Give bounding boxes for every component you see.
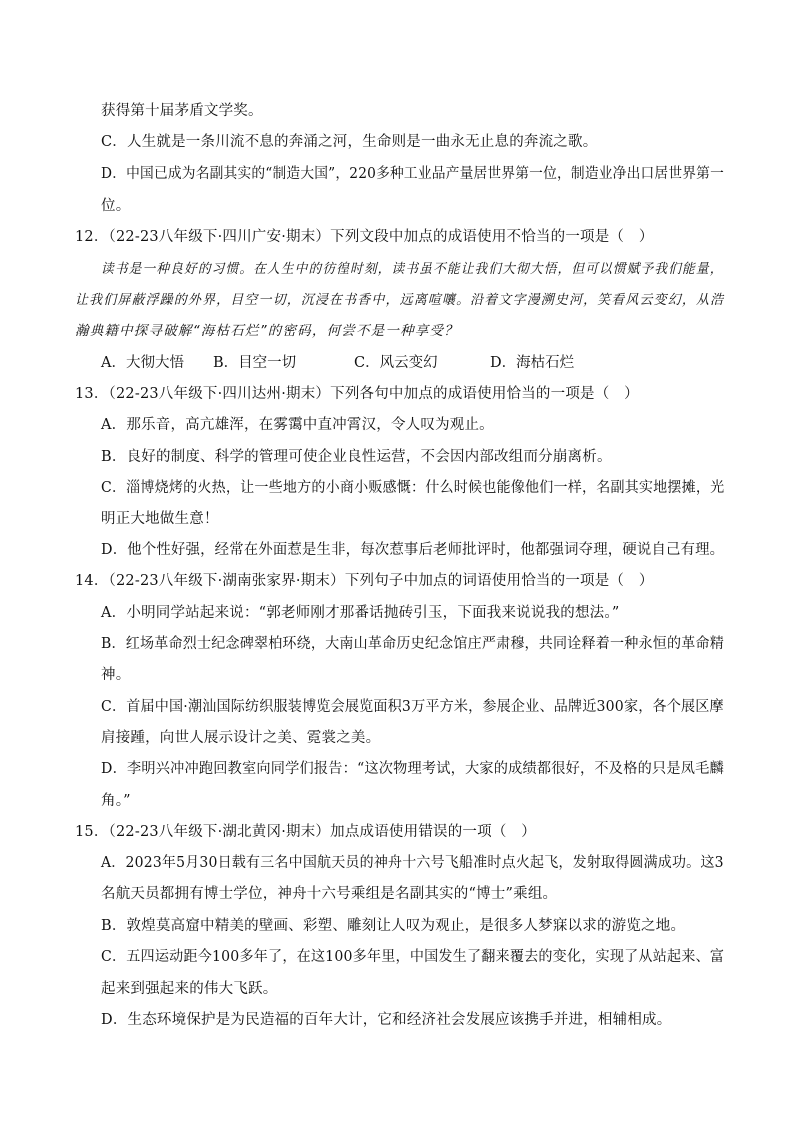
- question-12-option-a: A．大彻大悟: [101, 355, 184, 371]
- question-13-option-c-line2: 明正大地做生意！: [101, 511, 219, 527]
- question-12-passage-line2: 让我们屏蔽浮躁的外界，目空一切，沉浸在书香中，远离喧嚷。沿着文字漫溯史河，笑看风云变幻，从浩: [75, 292, 725, 308]
- question-15-stem: 15．（22-23八年级下·湖北黄冈·期末）加点成语使用错误的一项（ ）: [75, 824, 536, 840]
- question-14-option-b-line2: 神。: [101, 667, 131, 683]
- question-14-option-c-line1: C．首届中国·潮汕国际纺织服装博览会展览面积3万平方米，参展企业、品牌近300家，各个展区摩: [101, 699, 724, 715]
- question-12-stem: 12．（22-23八年级下·四川广安·期末）下列文段中加点的成语使用不恰当的一项是（ ）: [75, 229, 654, 245]
- question-12-option-b: B．目空一切: [213, 355, 297, 371]
- question-15-option-d: D．生态环境保护是为民造福的百年大计，它和经济社会发展应该携手并进，相辅相成。: [101, 1012, 672, 1028]
- question-14-option-a: A．小明同学站起来说：“郭老师刚才那番话抛砖引玉，下面我来说说我的想法。”: [101, 605, 620, 621]
- prev-option-b-continuation: 获得第十届茅盾文学奖。: [101, 103, 263, 119]
- question-15-option-b: B．敦煌莫高窟中精美的壁画、彩塑、雕刻让人叹为观止，是很多人梦寐以求的游览之地。: [101, 918, 686, 934]
- question-13-option-c-line1: C．淄博烧烤的火热，让一些地方的小商小贩感慨：什么时候也能像他们一样，名副其实地摆摊，光: [101, 480, 725, 496]
- question-14-option-c-line2: 肩接踵，向世人展示设计之美、霓裳之美。: [101, 730, 381, 746]
- question-13-option-b: B．良好的制度、科学的管理可使企业良性运营，不会因内部改组而分崩离析。: [101, 449, 612, 465]
- question-15-option-c-line1: C．五四运动距今100多年了，在这100多年里，中国发生了翻来覆去的变化，实现了从站起来、富: [101, 949, 725, 965]
- question-15-option-a-line1: A．2023年5月30日载有三名中国航天员的神舟十六号飞船准时点火起飞，发射取得圆满成功。这3: [101, 855, 724, 871]
- question-14-option-d-line2: 角。”: [101, 793, 131, 809]
- question-13-option-d: D．他个性好强，经常在外面惹是生非，每次惹事后老师批评时，他都强词夺理，硬说自己有理。: [101, 542, 725, 558]
- prev-option-d-line2: 位。: [101, 198, 131, 214]
- question-15-option-c-line2: 起来到强起来的伟大飞跃。: [101, 981, 278, 997]
- question-13-option-a: A．那乐音，高亢雄浑，在雾霭中直冲霄汉，令人叹为观止。: [101, 417, 494, 433]
- question-15-option-a-line2: 名航天员都拥有博士学位，神舟十六号乘组是名副其实的“博士”乘组。: [101, 886, 558, 902]
- question-12-option-d: D．海枯石烂: [490, 355, 575, 371]
- question-14-stem: 14．（22-23八年级下·湖南张家界·期末）下列句子中加点的词语使用恰当的一项是（ ）: [75, 573, 654, 589]
- question-12-passage-line3: 瀚典籍中探寻破解“海枯石烂”的密码，何尝不是一种享受？: [75, 323, 459, 339]
- prev-option-c: C．人生就是一条川流不息的奔涌之河，生命则是一曲永无止息的奔流之歌。: [101, 134, 598, 150]
- question-13-stem: 13．（22-23八年级下·四川达州·期末）下列各句中加点的成语使用恰当的一项是（ ）: [75, 386, 639, 402]
- question-12-option-c: C．风云变幻: [354, 355, 438, 371]
- question-14-option-d-line1: D．李明兴冲冲跑回教室向同学们报告：“这次物理考试，大家的成绩都很好，不及格的只是凤毛麟: [101, 761, 724, 777]
- question-14-option-b-line1: B．红场革命烈士纪念碑翠柏环绕，大南山革命历史纪念馆庄严肃穆，共同诠释着一种永恒的革命精: [101, 636, 724, 652]
- prev-option-d-line1: D．中国已成为名副其实的“制造大国”，220多种工业品产量居世界第一位，制造业净出口居世界第一: [101, 166, 725, 182]
- question-12-passage-line1: 读书是一种良好的习惯。在人生中的彷徨时刻，读书虽不能让我们大彻大悟，但可以惯赋予我们能量，: [101, 261, 724, 277]
